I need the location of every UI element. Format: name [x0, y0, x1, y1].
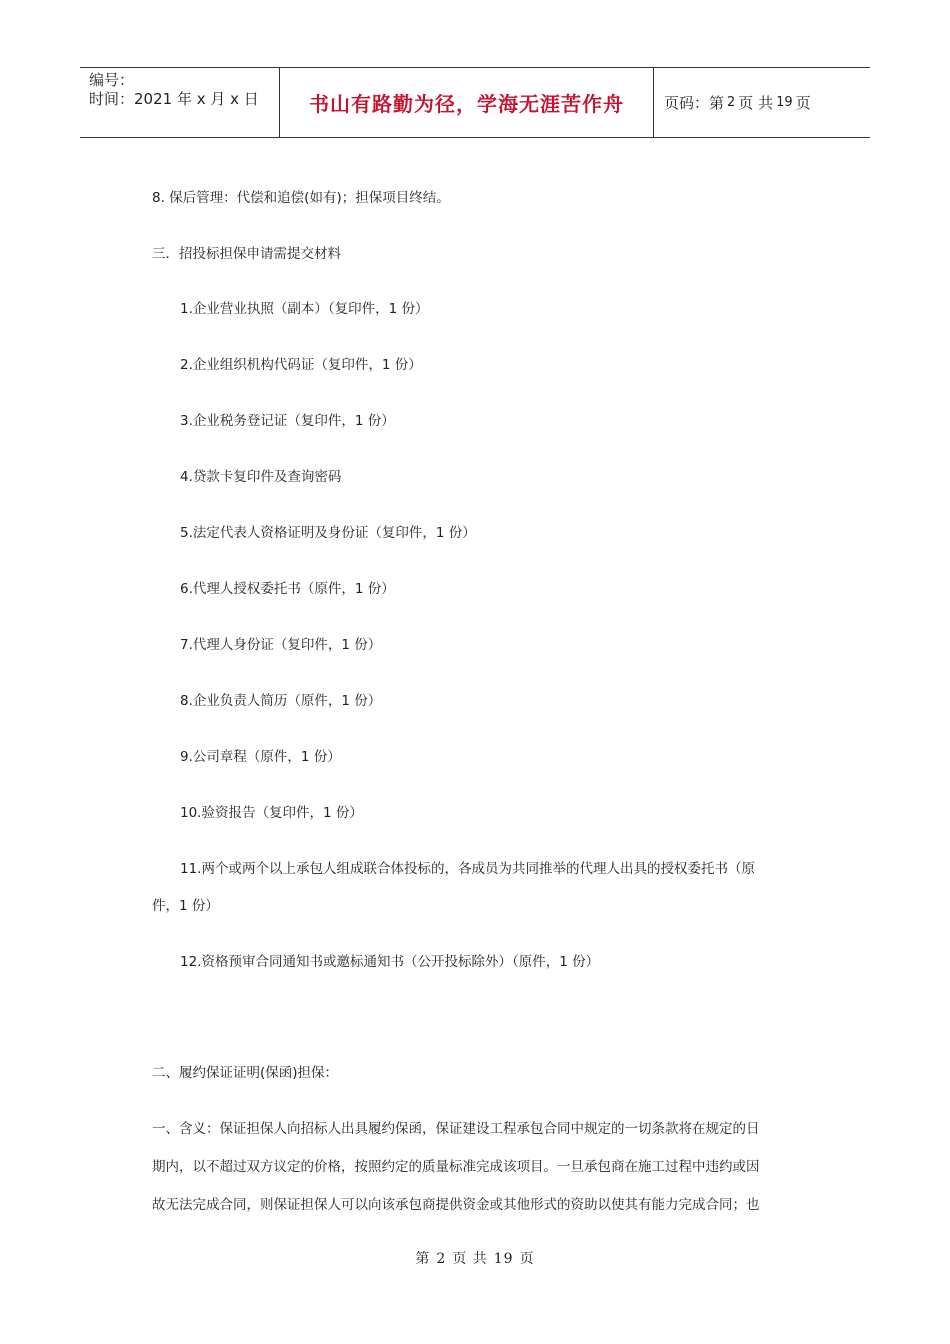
list-item: 9.公司章程（原件，1 份）: [180, 749, 341, 765]
header-meta: [80, 68, 280, 137]
list-item: 6.代理人授权委托书（原件，1 份）: [180, 581, 395, 597]
header-motto: 书山有路勤为径，学海无涯苦作舟: [280, 68, 654, 137]
footer-suffix: 页: [519, 1251, 535, 1267]
paragraph-line: 期内，以不超过双方议定的价格，按照约定的质量标准完成该项目。一旦承包商在施工过程中违约或因: [152, 1159, 760, 1175]
section-3-heading: 三．招投标担保申请需提交材料: [152, 246, 341, 262]
paragraph-line: 一、含义：保证担保人向招标人出具履约保函，保证建设工程承包合同中规定的一切条款将在规定的日: [152, 1121, 760, 1137]
header-page-prefix: 页码：第: [664, 94, 725, 112]
list-item: 8.企业负责人简历（原件，1 份）: [180, 693, 382, 709]
header-page-suffix: 页: [795, 94, 811, 112]
list-item-continuation: 件，1 份）: [152, 898, 219, 914]
paragraph-line: 故无法完成合同，则保证担保人可以向该承包商提供资金或其他形式的资助以使其有能力完成合同；也: [152, 1197, 760, 1213]
header-page-mid: 页 共: [738, 94, 774, 112]
list-item: 7.代理人身份证（复印件，1 份）: [180, 637, 382, 653]
list-item: 5.法定代表人资格证明及身份证（复印件，1 份）: [180, 525, 476, 541]
list-item: 1.企业营业执照（副本）（复印件，1 份）: [180, 301, 429, 317]
header-page-number: 2: [727, 95, 736, 110]
list-item: 2.企业组织机构代码证（复印件，1 份）: [180, 357, 422, 373]
list-item: 11.两个或两个以上承包人组成联合体投标的，各成员为共同推举的代理人出具的授权委托书（原: [180, 861, 755, 877]
doc-date-label: 时间：2021 年 x 月 x 日: [89, 90, 259, 108]
list-item: 4.贷款卡复印件及查询密码: [180, 469, 342, 485]
footer-page-number: 2: [436, 1251, 447, 1267]
footer-page-total: 19: [493, 1251, 514, 1267]
header-page-total: 19: [776, 95, 793, 110]
post-guarantee-line: 8. 保后管理：代偿和追偿(如有)；担保项目终结。: [152, 190, 450, 206]
list-item: 10.验资报告（复印件，1 份）: [180, 805, 363, 821]
footer-prefix: 第: [415, 1251, 431, 1267]
footer-mid: 页 共: [452, 1251, 488, 1267]
list-item: 12.资格预审合同通知书或邀标通知书（公开投标除外）（原件，1 份）: [180, 954, 600, 970]
doc-number-label: 编号：: [89, 71, 135, 89]
header-page-info: [654, 68, 870, 137]
section-2-heading: 二、履约保证证明(保函)担保：: [152, 1065, 339, 1081]
page-footer: [0, 1248, 950, 1268]
page-header: [80, 67, 870, 138]
list-item: 3.企业税务登记证（复印件，1 份）: [180, 413, 395, 429]
